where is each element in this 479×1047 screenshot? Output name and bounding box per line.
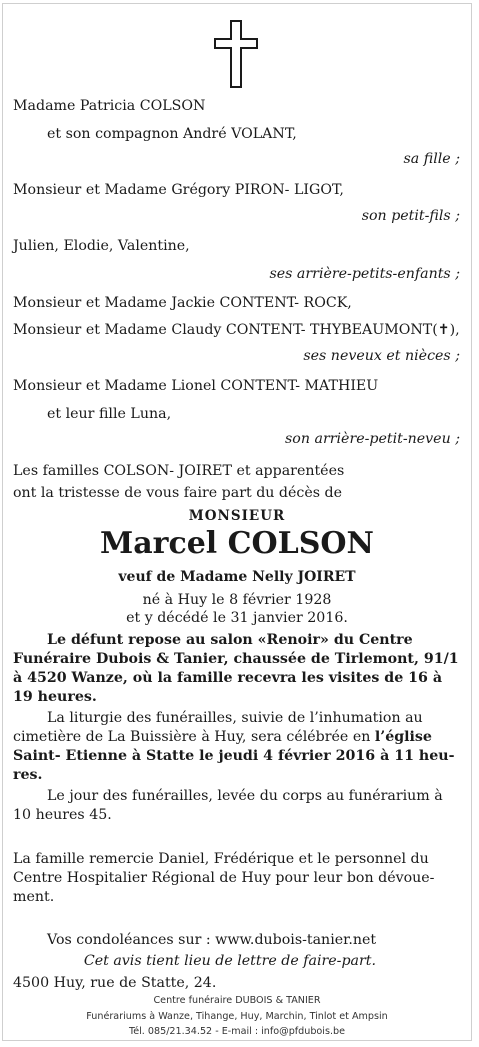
- levee-line-1: Le jour des funérailles, levée du corps au funérarium à: [47, 788, 443, 804]
- relation-daughter: sa fille ;: [403, 151, 460, 167]
- funeral-home-name: Centre funéraire DUBOIS & TANIER: [153, 995, 321, 1006]
- widower-of: veuf de Madame Nelly JOIRET: [118, 569, 356, 585]
- thanks-line-1: La famille remercie Daniel, Frédérique et le personnel du: [13, 851, 429, 867]
- rest-line-3: à 4520 Wanze, où la famille recevra les visites de 16 à: [13, 670, 443, 686]
- family-line-6: Monsieur et Madame Claudy CONTENT- THYBEAUMONT(✝),: [13, 322, 460, 338]
- levee-line-2: 10 heures 45.: [13, 807, 112, 823]
- family-line-5: Monsieur et Madame Jackie CONTENT- ROCK,: [13, 295, 352, 311]
- address-line: 4500 Huy, rue de Statte, 24.: [13, 975, 217, 991]
- liturgy-line-2: [13, 728, 432, 746]
- liturgy-line-2-text: cimetière de La Buissière à Huy, sera célébrée en: [13, 729, 375, 745]
- thanks-line-3: ment.: [13, 889, 55, 905]
- rest-line-4: 19 heures.: [13, 689, 97, 705]
- latin-cross-icon: [214, 20, 258, 88]
- condolences-line: Vos condoléances sur : www.dubois-tanier.net: [47, 932, 377, 948]
- family-line-3: Monsieur et Madame Grégory PIRON- LIGOT,: [13, 182, 344, 198]
- obituary-notice: [2, 3, 472, 1041]
- deceased-title: MONSIEUR: [188, 508, 286, 524]
- liturgy-line-3: Saint- Etienne à Statte le jeudi 4 février 2016 à 11 heu-: [13, 748, 455, 764]
- birth-line: né à Huy le 8 février 1928: [142, 592, 332, 608]
- relation-grandson: son petit-fils ;: [361, 208, 460, 224]
- family-line-2: et son compagnon André VOLANT,: [47, 126, 297, 142]
- liturgy-line-1: La liturgie des funérailles, suivie de l’inhumation au: [47, 710, 423, 726]
- family-line-4: Julien, Elodie, Valentine,: [13, 238, 190, 254]
- deceased-name: Marcel COLSON: [100, 526, 374, 561]
- relation-nephews-nieces: ses neveux et nièces ;: [303, 348, 460, 364]
- family-line-7: Monsieur et Madame Lionel CONTENT- MATHIEU: [13, 378, 379, 394]
- rest-line-1: Le défunt repose au salon «Renoir» du Centre: [47, 632, 413, 648]
- rest-line-2: Funéraire Dubois & Tanier, chaussée de Tirlemont, 91/1: [13, 651, 459, 667]
- announcement-line-1: Les familles COLSON- JOIRET et apparentées: [13, 463, 345, 479]
- family-line-8: et leur fille Luna,: [47, 406, 172, 422]
- thanks-line-2: Centre Hospitalier Régional de Huy pour leur bon dévoue-: [13, 870, 435, 886]
- liturgy-line-4: res.: [13, 767, 43, 783]
- family-line-1: Madame Patricia COLSON: [13, 98, 206, 114]
- funeral-home-locations: Funérariums à Wanze, Tihange, Huy, Marchin, Tinlot et Ampsin: [86, 1011, 388, 1022]
- relation-great-grandnephew: son arrière-petit-neveu ;: [285, 431, 460, 447]
- announcement-line-2: ont la tristesse de vous faire part du décès de: [13, 485, 343, 501]
- church-label: l’église: [374, 729, 432, 745]
- funeral-home-contact: Tél. 085/21.34.52 - E-mail : info@pfdubois.be: [128, 1026, 346, 1037]
- faire-part-notice: Cet avis tient lieu de lettre de faire-part.: [83, 953, 376, 969]
- death-line: et y décédé le 31 janvier 2016.: [126, 610, 348, 626]
- relation-great-grandchildren: ses arrière-petits-enfants ;: [269, 266, 460, 282]
